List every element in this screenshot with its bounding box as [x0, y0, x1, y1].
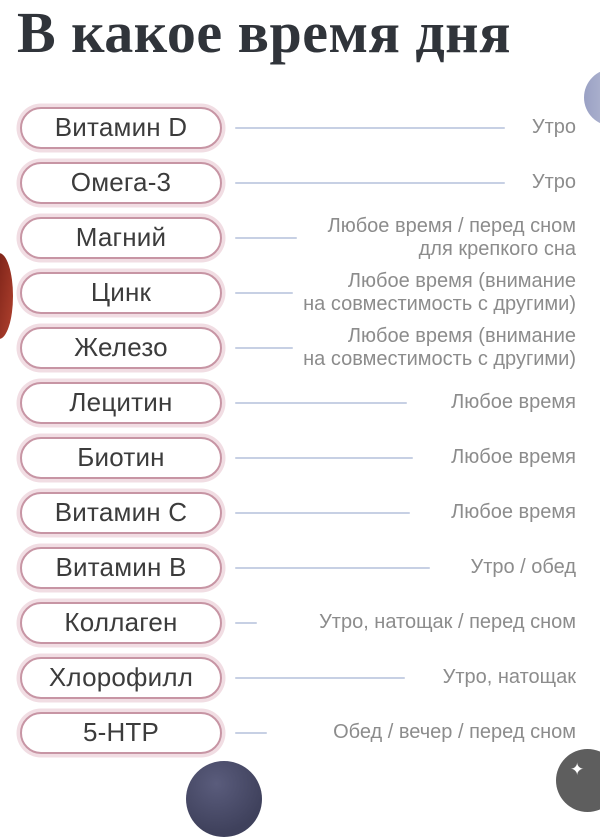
- supplement-pill: [20, 547, 222, 589]
- time-line-1: Утро: [531, 171, 576, 193]
- time-text: [505, 116, 576, 139]
- connector-line: [235, 622, 257, 624]
- time-line-2: на совместимость с другими): [303, 292, 576, 315]
- pill-label: Витамин D: [54, 112, 188, 142]
- supplement-row: [20, 650, 576, 705]
- time-text: [410, 501, 576, 524]
- supplement-pill: [20, 657, 222, 699]
- time-line-1: Любое время (внимание: [347, 324, 576, 347]
- supplement-pill: [20, 327, 222, 369]
- time-line-1: Любое время: [451, 446, 576, 468]
- pill-label: Хлорофилл: [48, 662, 194, 692]
- supplement-row: [20, 595, 576, 650]
- time-line-1: Утро / обед: [470, 556, 576, 578]
- page-title: В какое время дня: [17, 0, 511, 65]
- connector-line: [235, 512, 410, 514]
- pill-label: Омега-3: [70, 167, 172, 197]
- pill-label: Витамин B: [55, 552, 187, 582]
- supplement-pill: [20, 382, 222, 424]
- photo-fragment-bottom: [186, 761, 262, 837]
- connector-line: [235, 182, 505, 184]
- time-line-1: Утро, натощак / перед сном: [319, 611, 576, 633]
- supplement-pill: [20, 602, 222, 644]
- supplement-row: [20, 155, 576, 210]
- pill-label: Коллаген: [64, 607, 178, 637]
- time-text: [430, 556, 576, 579]
- time-text: [293, 270, 576, 316]
- time-text: [297, 215, 576, 261]
- time-line-2: для крепкого сна: [418, 237, 576, 260]
- supplement-row: [20, 265, 576, 320]
- time-line-1: Любое время: [451, 391, 576, 413]
- time-line-1: Любое время (внимание: [347, 269, 576, 292]
- supplement-pill: [20, 162, 222, 204]
- supplement-row: [20, 705, 576, 760]
- connector-line: [235, 127, 505, 129]
- pill-label: Биотин: [77, 442, 165, 472]
- connector-line: [235, 567, 430, 569]
- supplement-pill: [20, 217, 222, 259]
- supplement-pill: [20, 437, 222, 479]
- pill-label: Магний: [75, 222, 167, 252]
- time-text: [407, 391, 576, 414]
- time-text: [405, 666, 576, 689]
- time-line-2: на совместимость с другими): [303, 347, 576, 370]
- pill-label: Витамин C: [54, 497, 188, 527]
- connector-line: [235, 457, 413, 459]
- supplement-row: [20, 375, 576, 430]
- pill-label: Железо: [74, 332, 168, 362]
- time-text: [505, 171, 576, 194]
- supplement-row: [20, 485, 576, 540]
- time-line-1: Обед / вечер / перед сном: [333, 721, 576, 743]
- badge-star-icon: ✦: [570, 760, 585, 779]
- supplement-row: [20, 540, 576, 595]
- time-line-1: Утро, натощак: [442, 666, 576, 688]
- time-line-1: Любое время / перед сном: [327, 214, 576, 237]
- time-text: [267, 721, 576, 744]
- time-text: [413, 446, 576, 469]
- time-line-1: Любое время: [451, 501, 576, 523]
- connector-line: [235, 677, 405, 679]
- connector-line: [235, 237, 297, 239]
- supplement-row: [20, 100, 576, 155]
- supplement-pill: [20, 712, 222, 754]
- connector-line: [235, 292, 293, 294]
- rows: [0, 100, 600, 760]
- supplement-row: [20, 210, 576, 265]
- supplement-row: [20, 320, 576, 375]
- pill-label: Лецитин: [69, 387, 173, 417]
- connector-line: [235, 347, 293, 349]
- supplement-pill: [20, 492, 222, 534]
- pill-label: 5-HTP: [82, 717, 160, 747]
- supplement-pill: [20, 107, 222, 149]
- supplement-pill: [20, 272, 222, 314]
- supplement-row: [20, 430, 576, 485]
- connector-line: [235, 402, 407, 404]
- time-line-1: Утро: [531, 116, 576, 138]
- pill-label: Цинк: [90, 277, 152, 307]
- time-text: [257, 611, 576, 634]
- connector-line: [235, 732, 267, 734]
- time-text: [293, 325, 576, 371]
